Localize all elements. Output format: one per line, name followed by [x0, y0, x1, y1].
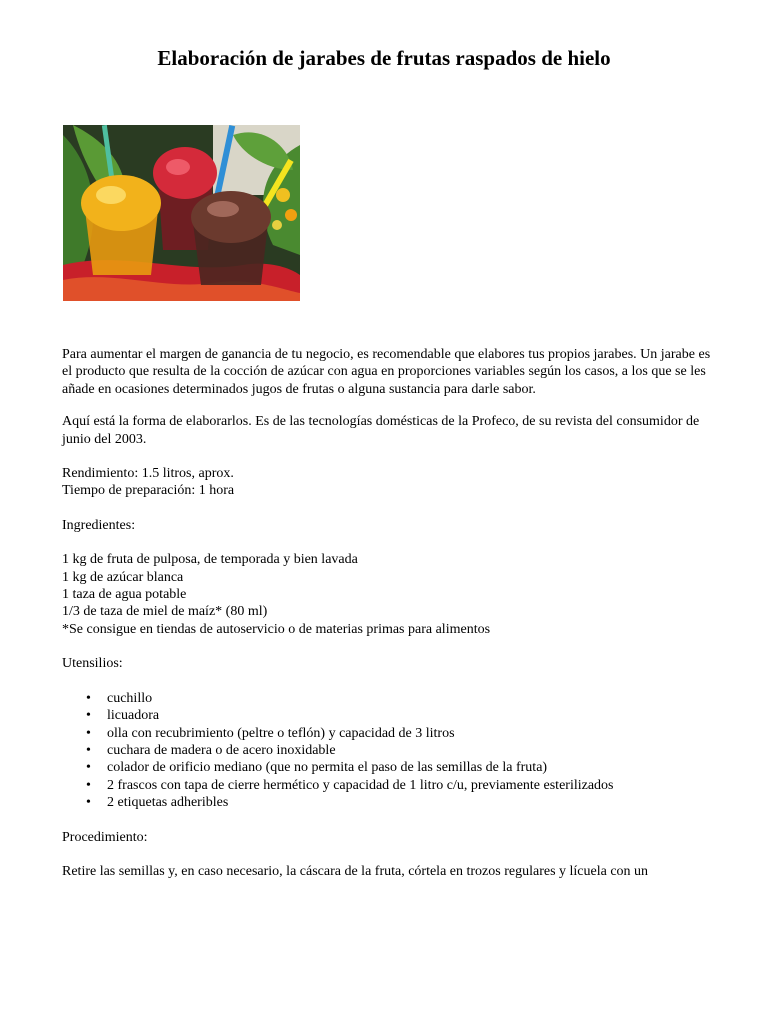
snow-cones-illustration — [63, 125, 300, 301]
utensil-item: • colador de orificio mediano (que no permita el paso de las semillas de la fruta) — [62, 759, 722, 776]
utensil-item: • cuchillo — [62, 690, 722, 707]
utensil-item: • cuchara de madera o de acero inoxidable — [62, 742, 722, 759]
ingredient-item: 1 kg de azúcar blanca — [62, 569, 184, 585]
utensil-item: • 2 etiquetas adheribles — [62, 794, 722, 811]
utensils-heading: Utensilios: — [62, 656, 123, 672]
flower-yellow — [276, 188, 290, 202]
flower-light — [272, 220, 282, 230]
procedure-paragraph: Retire las semillas y, en caso necesario, la cáscara de la fruta, córtela en trozos regulares y lícuela con un — [62, 863, 649, 879]
utensils-list — [62, 690, 722, 812]
utensil-item: • olla con recubrimiento (peltre o teflón) y capacidad de 3 litros — [62, 725, 722, 742]
ingredients-heading: Ingredientes: — [62, 517, 136, 533]
ice-brown — [191, 191, 271, 243]
ice-red-highlight — [166, 159, 190, 175]
document-body — [62, 346, 722, 895]
yield-time-block — [62, 465, 722, 500]
utensil-item: • licuadora — [62, 707, 722, 724]
source-paragraph: Aquí está la forma de elaborarlos. Es de las tecnologías domésticas de la Profeco, de su revista del consumidor de junio del 2003. — [62, 414, 700, 447]
prep-time-line: Tiempo de preparación: 1 hora — [62, 483, 235, 499]
ice-yellow — [81, 175, 161, 231]
intro-paragraph: Para aumentar el margen de ganancia de tu negocio, es recomendable que elabores tus propios jarabes. Un jarabe es el producto que resulta de la cocción de azúcar con agua en proporciones variables según los casos, a los que se les añade en ocasiones determinados jugos de frutas o alguna sustancia para darle sabor. — [62, 347, 711, 397]
procedure-heading: Procedimiento: — [62, 829, 148, 845]
ingredient-item: 1 taza de agua potable — [62, 587, 187, 603]
snow-cones-photo — [63, 125, 300, 301]
ingredient-footnote: *Se consigue en tiendas de autoservicio o de materias primas para alimentos — [62, 621, 491, 637]
ingredient-item: 1/3 de taza de miel de maíz* (80 ml) — [62, 604, 268, 620]
ice-yellow-highlight — [96, 186, 126, 204]
yield-line: Rendimiento: 1.5 litros, aprox. — [62, 466, 234, 482]
ingredient-item: 1 kg de fruta de pulposa, de temporada y bien lavada — [62, 552, 358, 568]
utensil-item: • 2 frascos con tapa de cierre hermético y capacidad de 1 litro c/u, previamente esterilizados — [62, 777, 722, 794]
document-title: Elaboración de jarabes de frutas raspados de hielo — [157, 46, 611, 70]
flower-orange — [285, 209, 297, 221]
ingredients-list — [62, 551, 722, 638]
ice-brown-highlight — [207, 201, 239, 217]
